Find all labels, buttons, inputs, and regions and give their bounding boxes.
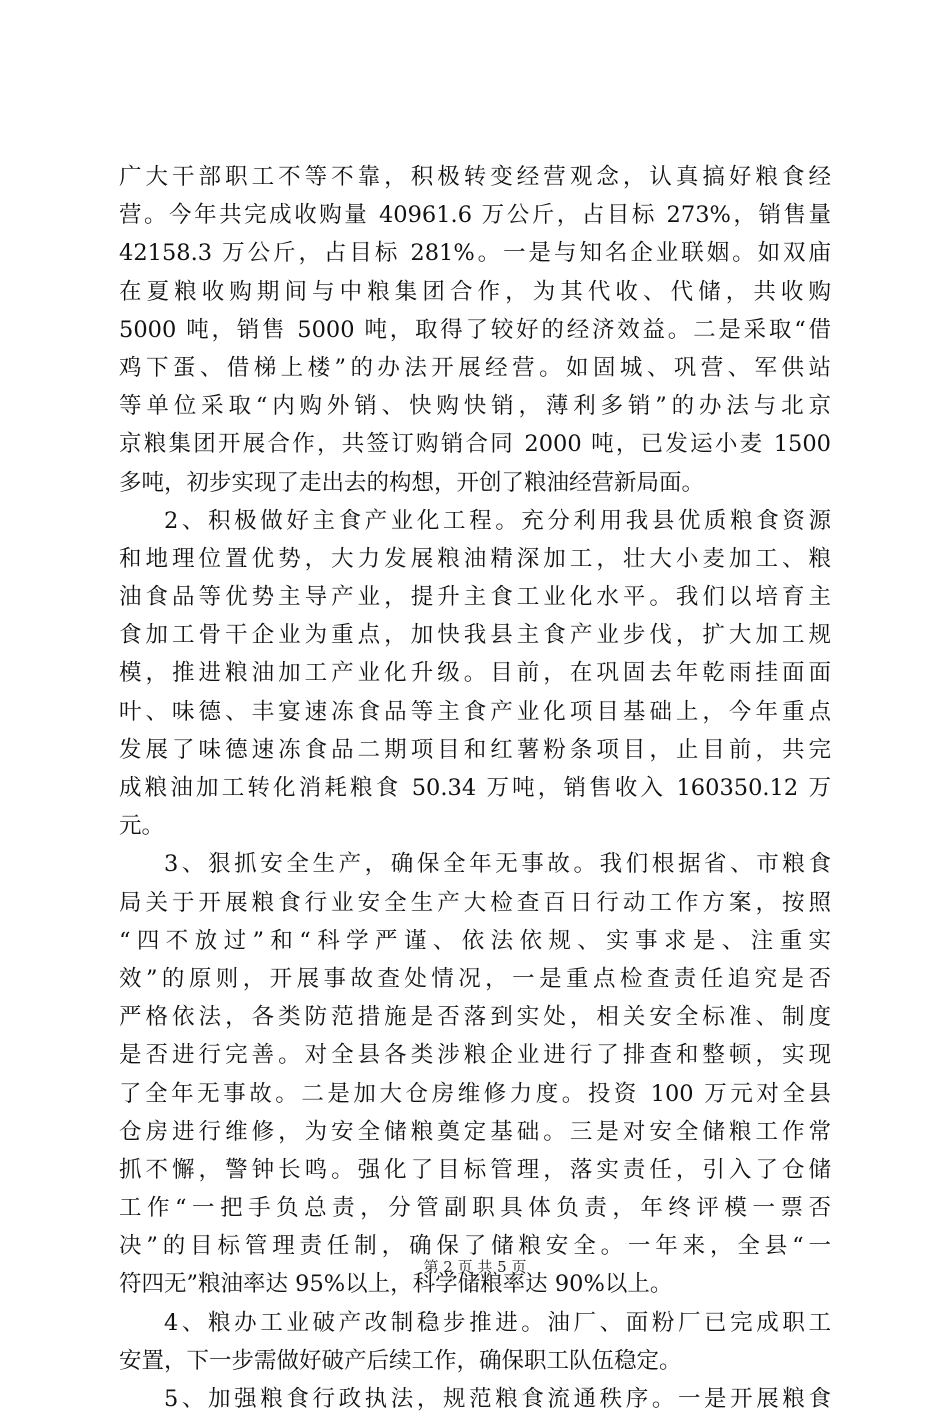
text-line: 仓房进行维修，为安全储粮奠定基础。三是对安全储粮工作常 — [119, 1118, 831, 1145]
text-line: 在夏粮收购期间与中粮集团合作，为其代收、代储，共收购 — [119, 278, 831, 305]
document-body — [119, 158, 831, 1418]
page-footer: 第 2 页 共 5 页 — [423, 1258, 527, 1276]
text-line: 4、粮办工业破产改制稳步推进。油厂、面粉厂已完成职工 — [164, 1309, 831, 1336]
text-line: 和地理位置优势，大力发展粮油精深加工，壮大小麦加工、粮 — [119, 545, 831, 572]
text-line: 鸡下蛋、借梯上楼”的办法开展经营。如固城、巩营、军供站 — [119, 354, 831, 381]
text-line: 决”的目标管理责任制，确保了储粮安全。一年来，全县“一 — [119, 1233, 831, 1260]
text-line: 油食品等优势主导产业，提升主食工业化水平。我们以培育主 — [119, 584, 831, 611]
text-line: 符四无”粮油率达 95%以上，科学储粮率达 90%以上。 — [119, 1271, 673, 1298]
text-line: 了全年无事故。二是加大仓房维修力度。投资 100 万元对全县 — [119, 1080, 831, 1107]
text-line: 元。 — [119, 813, 165, 840]
text-line: 多吨，初步实现了走出去的构想，开创了粮油经营新局面。 — [119, 469, 705, 496]
text-line: 广大干部职工不等不靠，积极转变经营观念，认真搞好粮食经 — [119, 164, 831, 190]
text-line: 等单位采取“内购外销、快购快销，薄利多销”的办法与北京 — [119, 393, 831, 420]
text-line: 发展了味德速冻食品二期项目和红薯粉条项目，止目前，共完 — [119, 736, 831, 763]
text-line: 效”的原则，开展事故查处情况，一是重点检查责任追究是否 — [119, 965, 831, 992]
text-line: 严格依法，各类防范措施是否落到实处，相关安全标准、制度 — [119, 1004, 831, 1031]
text-line: 安置，下一步需做好破产后续工作，确保职工队伍稳定。 — [119, 1347, 682, 1374]
text-line: 叶、味德、丰宴速冻食品等主食产业化项目基础上，今年重点 — [119, 698, 831, 725]
text-line: 5000 吨，销售 5000 吨，取得了较好的经济效益。二是采取“借 — [119, 316, 831, 343]
text-line: 局关于开展粮食行业安全生产大检查百日行动工作方案，按照 — [119, 889, 831, 916]
text-line: 2、积极做好主食产业化工程。充分利用我县优质粮食资源 — [164, 507, 831, 534]
text-line: 食加工骨干企业为重点，加快我县主食产业步伐，扩大加工规 — [119, 622, 831, 649]
text-line: 京粮集团开展合作，共签订购销合同 2000 吨，已发运小麦 1500 — [119, 431, 831, 458]
text-line: “四不放过”和“科学严谨、依法依规、实事求是、注重实 — [119, 927, 831, 954]
text-line: 3、狠抓安全生产，确保全年无事故。我们根据省、市粮食 — [164, 851, 831, 878]
text-line: 成粮油加工转化消耗粮食 50.34 万吨，销售收入 160350.12 万 — [119, 775, 831, 801]
text-line: 42158.3 万公斤，占目标 281%。一是与知名企业联姻。如双庙 — [119, 240, 831, 267]
text-line: 营。今年共完成收购量 40961.6 万公斤，占目标 273%，销售量 — [119, 202, 831, 229]
text-line: 工作“一把手负总责，分管副职具体负责，年终评模一票否 — [119, 1195, 831, 1222]
text-line: 是否进行完善。对全县各类涉粮企业进行了排查和整顿，实现 — [119, 1042, 831, 1069]
text-line: 抓不懈，警钟长鸣。强化了目标管理，落实责任，引入了仓储 — [119, 1156, 831, 1183]
text-line: 模，推进粮油加工产业化升级。目前，在巩固去年乾雨挂面面 — [119, 660, 831, 687]
text-line: 5、加强粮食行政执法，规范粮食流通秩序。一是开展粮食 — [164, 1386, 831, 1412]
